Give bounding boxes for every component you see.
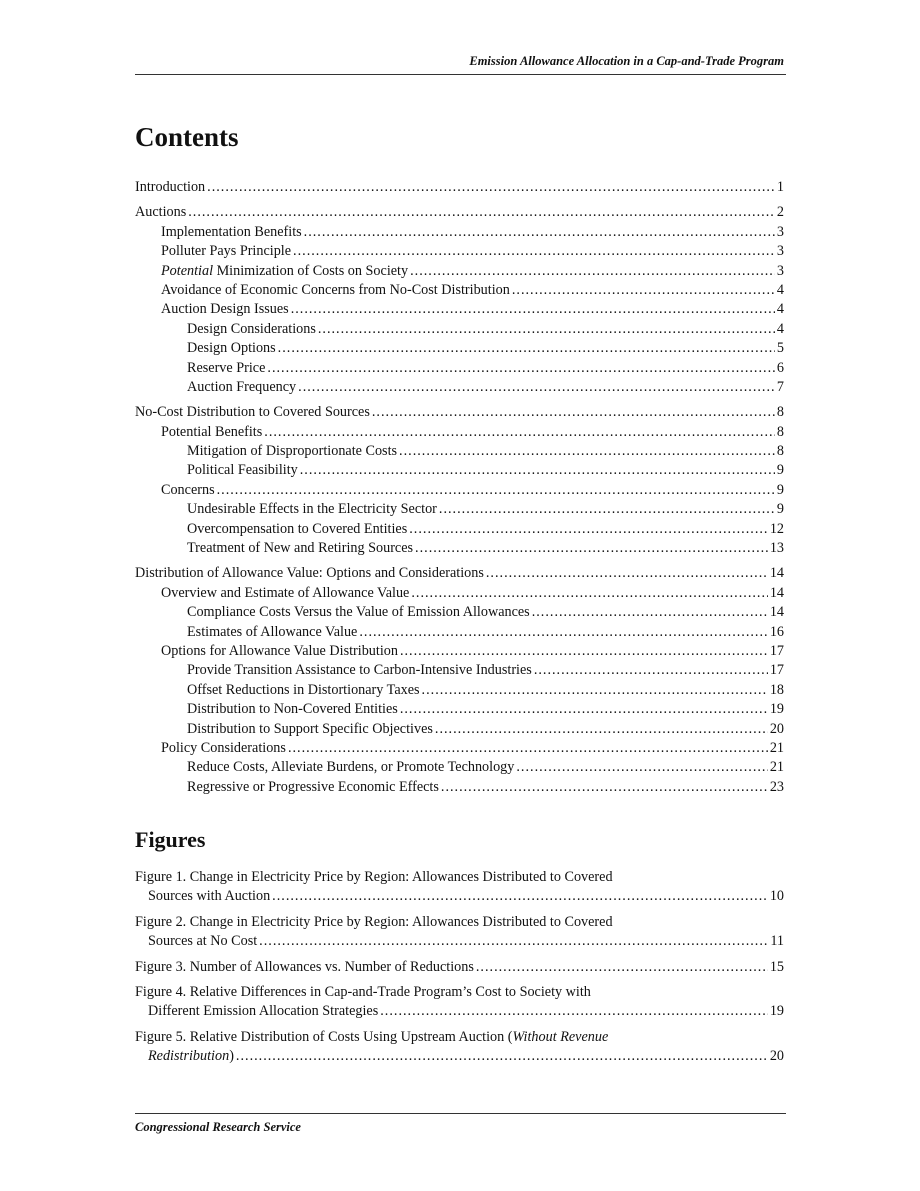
toc-entry[interactable] — [135, 223, 784, 242]
toc-entry-title-text: Distribution to Non-Covered Entities — [187, 701, 398, 718]
figure-entry-title-line2-text — [148, 1047, 234, 1066]
toc-entry-title — [187, 359, 265, 378]
toc-entry-title-text: Political Feasibility — [187, 462, 298, 479]
toc-entry[interactable] — [135, 758, 784, 777]
toc-entry-title-text: Reduce Costs, Alleviate Burdens, or Promote Technology — [187, 759, 515, 776]
dot-leader — [512, 281, 775, 300]
toc-entry-title — [161, 739, 286, 758]
toc-entry-title-text: Distribution of Allowance Value: Options and Considerations — [135, 565, 484, 582]
toc-entry[interactable] — [135, 320, 784, 339]
toc-entry-title — [187, 758, 514, 777]
dot-leader — [486, 564, 768, 583]
toc-entry-title-text: Options for Allowance Value Distribution — [161, 642, 398, 659]
toc-entry-title-text: Reserve Price — [187, 359, 266, 376]
toc-entry-page: 6 — [776, 359, 784, 376]
toc-entry-page: 3 — [776, 223, 784, 240]
toc-entry-page: 8 — [776, 423, 784, 440]
toc-entry-title — [187, 520, 407, 539]
dot-leader — [293, 242, 775, 261]
figure-entry-title-line1-italic: Without Revenue — [512, 1028, 609, 1045]
toc-entry-page: 17 — [769, 662, 784, 679]
toc-entry-title-text: Regressive or Progressive Economic Effects — [187, 778, 439, 795]
figure-entry-title-line2 — [135, 1047, 784, 1066]
toc-entry-title-text: Provide Transition Assistance to Carbon-Intensive Industries — [187, 662, 532, 679]
toc-entry[interactable] — [135, 623, 784, 642]
toc-entry[interactable] — [135, 339, 784, 358]
toc-entry-page: 21 — [769, 759, 784, 776]
toc-entry[interactable] — [135, 642, 784, 661]
figure-entry-title-line2-text-plain: ) — [229, 1048, 234, 1065]
toc-entry-page: 21 — [769, 739, 784, 756]
toc-entry-page: 16 — [769, 623, 784, 640]
toc-entry-page: 4 — [776, 281, 784, 298]
toc-entry-page: 18 — [769, 681, 784, 698]
toc-entry-page: 8 — [776, 404, 784, 421]
toc-entry-title-text: Compliance Costs Versus the Value of Emission Allowances — [187, 604, 530, 621]
dot-leader — [534, 661, 768, 680]
dot-leader — [259, 932, 768, 951]
toc-entry[interactable] — [135, 500, 784, 519]
toc-entry-title — [187, 539, 413, 558]
toc-entry-page: 14 — [769, 604, 784, 621]
toc-entry-page: 14 — [769, 565, 784, 582]
dot-leader — [304, 223, 775, 242]
toc-entry[interactable] — [135, 403, 784, 422]
toc-entry[interactable] — [135, 520, 784, 539]
dot-leader — [441, 778, 768, 797]
figure-entry[interactable] — [135, 983, 784, 1022]
figure-entry-title-line1 — [135, 983, 784, 1002]
dot-leader — [207, 178, 775, 197]
dot-leader — [291, 300, 775, 319]
figure-entry-title-line2 — [135, 887, 784, 906]
toc-entry-page: 19 — [769, 701, 784, 718]
toc-entry-page: 12 — [769, 520, 784, 537]
toc-entry-page: 4 — [776, 320, 784, 337]
figure-entry-page: 15 — [769, 958, 784, 975]
toc-entry[interactable] — [135, 778, 784, 797]
figure-entry-title-line2-text — [148, 887, 270, 906]
toc-entry-title — [187, 461, 298, 480]
figure-entry-title-line2-text — [148, 1002, 378, 1021]
figure-entry[interactable] — [135, 868, 784, 907]
toc-entry[interactable] — [135, 178, 784, 197]
toc-entry[interactable] — [135, 281, 784, 300]
dot-leader — [399, 442, 775, 461]
toc-entry-page: 9 — [776, 462, 784, 479]
toc-entry-title-text: Introduction — [135, 179, 206, 195]
figure-entry-title-line1 — [135, 1028, 784, 1047]
toc-entry-title — [187, 778, 439, 797]
figure-entry-title-line2 — [135, 1002, 784, 1021]
dot-leader — [288, 739, 768, 758]
toc-entry-title — [187, 320, 316, 339]
toc-entry-title-text: Distribution to Support Specific Objectives — [187, 720, 433, 737]
dot-leader — [217, 481, 775, 500]
dot-leader — [415, 539, 768, 558]
toc-entry-page: 2 — [776, 204, 784, 221]
toc-entry-page: 3 — [776, 262, 784, 279]
toc-entry[interactable] — [135, 442, 784, 461]
toc-entry-page: 5 — [776, 340, 784, 357]
dot-leader — [422, 681, 768, 700]
toc-entry-title — [161, 642, 398, 661]
list-of-figures — [135, 868, 784, 1073]
toc-entry-page: 7 — [776, 378, 784, 395]
figure-entry-title-line2-italic: Redistribution — [148, 1048, 230, 1065]
figure-entry-title-line1-text: Figure 2. Change in Electricity Price by Region: Allowances Distributed to Covered — [135, 913, 613, 930]
toc-entry-title — [135, 178, 205, 197]
dot-leader — [532, 603, 768, 622]
toc-entry[interactable] — [135, 681, 784, 700]
figure-entry[interactable] — [135, 958, 784, 977]
toc-entry-title-italic: Potential — [161, 262, 214, 279]
dot-leader — [380, 1002, 768, 1021]
toc-entry-title-text: Offset Reductions in Distortionary Taxes — [187, 681, 420, 698]
dot-leader — [272, 887, 768, 906]
toc-entry-title-text: Design Options — [187, 340, 276, 357]
figure-entry-title-line2-text-plain: Sources at No Cost — [148, 933, 258, 950]
dot-leader — [400, 642, 768, 661]
dot-leader — [236, 1047, 768, 1066]
toc-entry-title-text: Auction Frequency — [187, 378, 297, 395]
dot-leader — [267, 359, 775, 378]
figure-entry-title-line1-text: Figure 1. Change in Electricity Price by Region: Allowances Distributed to Covered — [135, 869, 613, 885]
figures-heading: Figures — [135, 827, 206, 852]
toc-entry[interactable] — [135, 661, 784, 680]
toc-entry[interactable] — [135, 300, 784, 319]
toc-entry-title — [187, 700, 398, 719]
toc-entry-title — [187, 661, 532, 680]
toc-entry-page: 4 — [776, 301, 784, 318]
toc-entry-title — [187, 603, 530, 622]
dot-leader — [300, 461, 775, 480]
figure-entry-page: 20 — [769, 1048, 784, 1065]
toc-entry[interactable] — [135, 603, 784, 622]
dot-leader — [476, 958, 768, 977]
figure-entry-page: 10 — [769, 888, 784, 905]
dot-leader — [409, 520, 768, 539]
toc-entry[interactable] — [135, 262, 784, 281]
running-header — [135, 50, 786, 75]
toc-entry-title — [161, 242, 291, 261]
figure-entry[interactable] — [135, 913, 784, 952]
toc-entry[interactable] — [135, 539, 784, 558]
figure-entry-title-line2-text — [148, 932, 257, 951]
figure-entry-title-line2-text-plain: Sources with Auction — [148, 888, 271, 905]
toc-entry-title-text: Estimates of Allowance Value — [187, 623, 358, 640]
figure-entry-title-line1 — [135, 913, 784, 932]
toc-entry-title — [187, 378, 296, 397]
toc-entry-title — [135, 564, 484, 583]
toc-entry[interactable] — [135, 564, 784, 583]
toc-entry-title — [187, 500, 437, 519]
toc-entry-title-text: Auction Design Issues — [161, 301, 289, 318]
dot-leader — [439, 500, 775, 519]
toc-entry-title — [161, 262, 408, 281]
toc-entry-title-text: Auctions — [135, 204, 187, 221]
toc-entry-page: 3 — [776, 243, 784, 260]
dot-leader — [264, 423, 775, 442]
figure-entry-title-line1-text: Figure 4. Relative Differences in Cap-and-Trade Program’s Cost to Society with — [135, 984, 591, 1001]
toc-entry-title — [161, 223, 302, 242]
dot-leader — [188, 203, 775, 222]
toc-entry-title-text: Overcompensation to Covered Entities — [187, 520, 408, 537]
toc-entry-title — [187, 720, 433, 739]
toc-entry[interactable] — [135, 359, 784, 378]
dot-leader — [435, 720, 768, 739]
toc-entry-page: 9 — [776, 501, 784, 518]
toc-entry-title-text: Mitigation of Disproportionate Costs — [187, 443, 398, 460]
toc-entry-title-text: Undesirable Effects in the Electricity Sector — [187, 501, 437, 518]
toc-entry-title-text: Treatment of New and Retiring Sources — [187, 540, 414, 557]
running-footer-text: Congressional Research Service — [135, 1120, 301, 1134]
toc-entry-title-text: No-Cost Distribution to Covered Sources — [135, 404, 370, 421]
toc-entry-page: 9 — [776, 481, 784, 498]
dot-leader — [372, 403, 775, 422]
toc-entry-title — [161, 584, 409, 603]
toc-entry[interactable] — [135, 423, 784, 442]
toc-entry-page: 1 — [776, 179, 784, 195]
toc-entry[interactable] — [135, 481, 784, 500]
toc-entry[interactable] — [135, 700, 784, 719]
toc-entry-title-text: Overview and Estimate of Allowance Value — [161, 584, 410, 601]
figure-entry[interactable] — [135, 1028, 784, 1067]
figure-entry-title-line1-text: Figure 5. Relative Distribution of Costs Using Upstream Auction ( — [135, 1028, 513, 1045]
running-footer — [135, 1113, 786, 1135]
figure-entry-title-line2 — [135, 932, 784, 951]
toc-entry[interactable] — [135, 720, 784, 739]
toc-entry-page: 23 — [769, 778, 784, 795]
toc-entry[interactable] — [135, 739, 784, 758]
dot-leader — [298, 378, 775, 397]
toc-entry-page: 14 — [769, 584, 784, 601]
toc-entry-title-text: Implementation Benefits — [161, 223, 302, 240]
figure-entry-title-line2-text-plain: Different Emission Allocation Strategies — [148, 1003, 379, 1020]
contents-heading: Contents — [135, 122, 239, 152]
toc-entry-title — [187, 681, 420, 700]
figure-entry-title-line1 — [135, 868, 784, 887]
toc-entry-title — [161, 423, 262, 442]
toc-entry-page: 8 — [776, 443, 784, 460]
toc-entry-title — [187, 339, 276, 358]
toc-entry[interactable] — [135, 461, 784, 480]
toc-entry-page: 20 — [769, 720, 784, 737]
table-of-contents — [135, 178, 784, 797]
toc-entry-title — [161, 300, 289, 319]
figure-entry-page: 19 — [769, 1003, 784, 1020]
toc-entry[interactable] — [135, 203, 784, 222]
running-header-title: Emission Allowance Allocation in a Cap-and-Trade Program — [469, 54, 784, 68]
toc-entry-title-text: Policy Considerations — [161, 739, 286, 756]
dot-leader — [278, 339, 775, 358]
toc-entry[interactable] — [135, 378, 784, 397]
dot-leader — [400, 700, 768, 719]
toc-entry-page: 13 — [769, 540, 784, 557]
figure-entry-page: 11 — [770, 933, 784, 950]
toc-entry[interactable] — [135, 584, 784, 603]
toc-entry-title — [161, 481, 215, 500]
toc-entry-title — [187, 623, 357, 642]
figure-entry-title: Figure 3. Number of Allowances vs. Number of Reductions — [135, 958, 474, 975]
dot-leader — [359, 623, 767, 642]
dot-leader — [410, 262, 775, 281]
toc-entry-title-text: Polluter Pays Principle — [161, 243, 292, 260]
toc-entry-title-text: Design Considerations — [187, 320, 316, 337]
toc-entry-title — [161, 281, 510, 300]
toc-entry-title-text: Potential Benefits — [161, 423, 263, 440]
toc-entry-title — [187, 442, 397, 461]
toc-entry-title-text: Minimization of Costs on Society — [213, 262, 409, 279]
toc-entry[interactable] — [135, 242, 784, 261]
dot-leader — [318, 320, 775, 339]
toc-entry-title-text: Avoidance of Economic Concerns from No-Cost Distribution — [161, 281, 510, 298]
toc-entry-page: 17 — [769, 642, 784, 659]
dot-leader — [516, 758, 767, 777]
toc-entry-title-text: Concerns — [161, 481, 215, 498]
dot-leader — [411, 584, 767, 603]
toc-entry-title — [135, 403, 370, 422]
toc-entry-title — [135, 203, 186, 222]
